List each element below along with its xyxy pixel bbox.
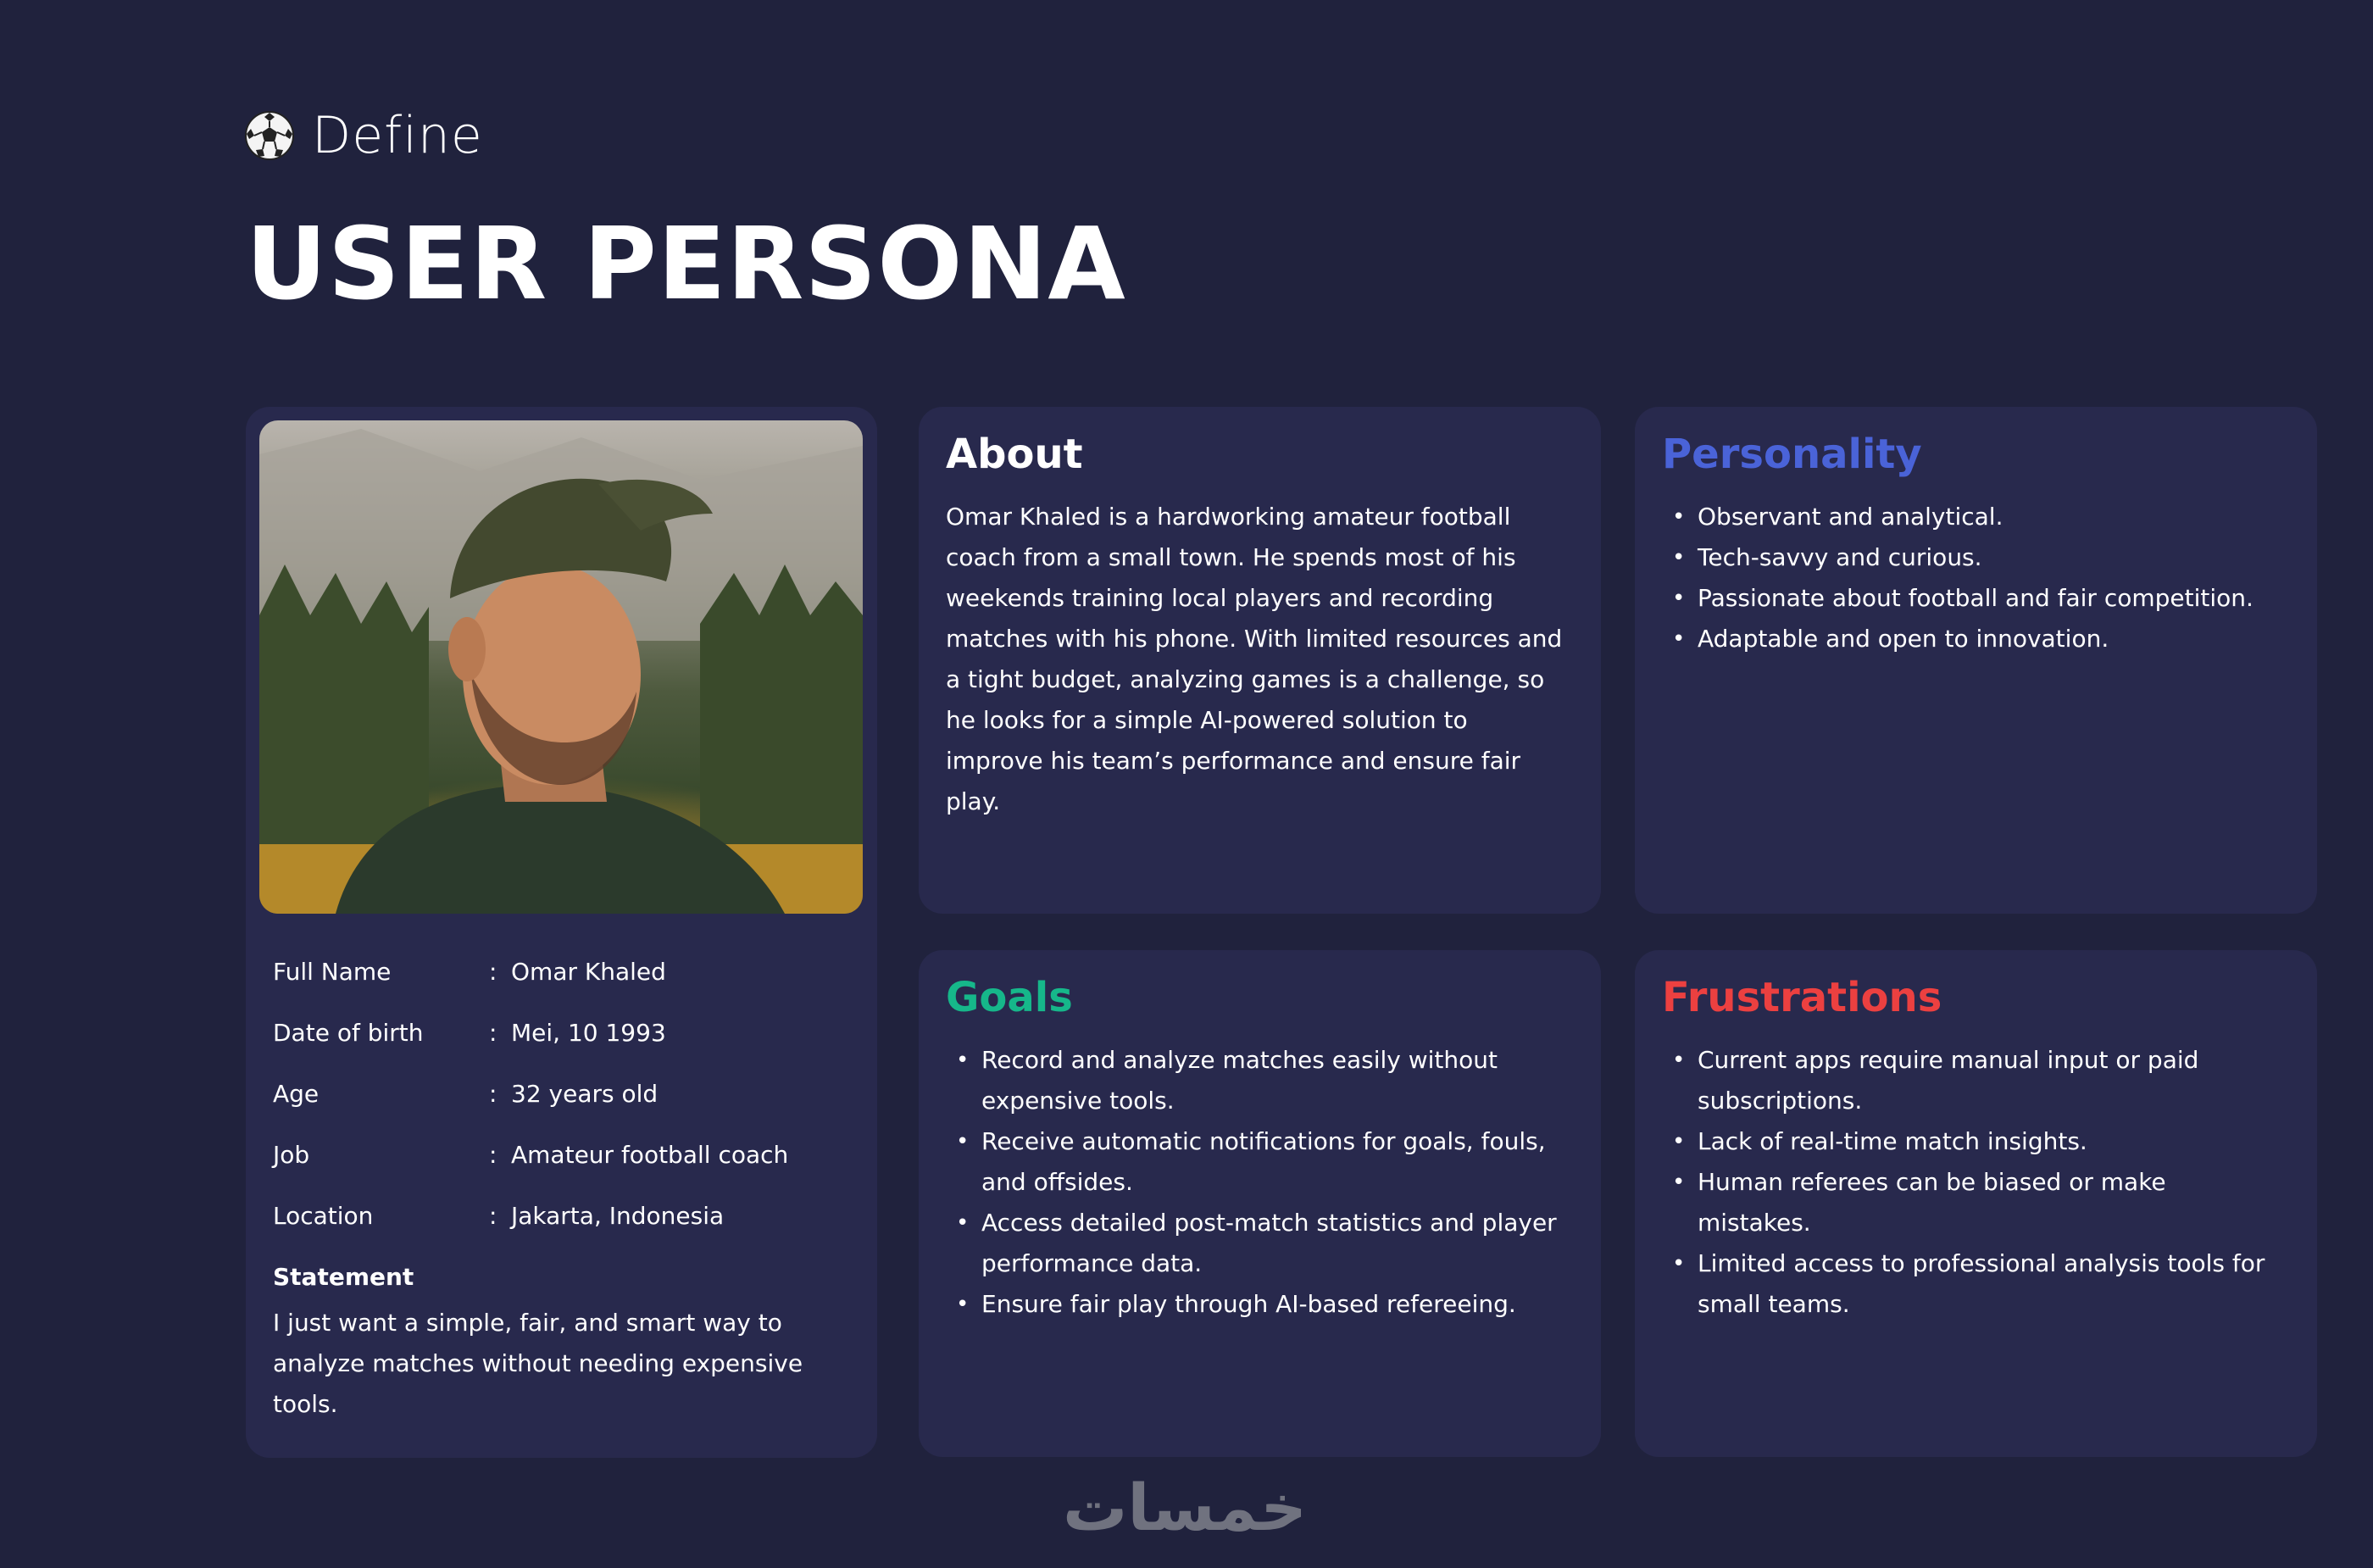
info-row-location bbox=[273, 1185, 849, 1246]
statement-title: Statement bbox=[273, 1263, 414, 1291]
list-item: • Limited access to professional analysis tools for small teams. bbox=[1662, 1243, 2287, 1325]
section-tag bbox=[244, 105, 483, 166]
personality-card bbox=[1635, 407, 2317, 914]
frustrations-card bbox=[1635, 950, 2317, 1457]
frustrations-list bbox=[1662, 1040, 2287, 1325]
list-item: • Human referees can be biased or make mistakes. bbox=[1662, 1162, 2287, 1243]
info-value: Jakarta, Indonesia bbox=[511, 1201, 725, 1230]
info-label: Date of birth bbox=[273, 1018, 424, 1047]
info-row-age bbox=[273, 1063, 849, 1124]
personality-title: Personality bbox=[1662, 431, 1922, 478]
list-item: • Lack of real-time match insights. bbox=[1662, 1121, 2287, 1162]
info-colon: : bbox=[489, 957, 497, 986]
soccer-ball-icon bbox=[244, 110, 295, 161]
section-label: Define bbox=[312, 106, 483, 165]
info-value: Amateur football coach bbox=[511, 1140, 789, 1169]
about-text: Omar Khaled is a hardworking amateur football coach from a small town. He spends most of his weekends training local players and recording matches with his phone. With limited resources and a tight budget, analyzing games is a challenge, so he looks for a simple AI-powered solution to improve his team’s performance and ensure fair play. bbox=[946, 503, 1563, 815]
list-item: • Passionate about football and fair competition. bbox=[1662, 578, 2287, 619]
goals-card bbox=[919, 950, 1601, 1457]
goals-title: Goals bbox=[946, 974, 1073, 1021]
watermark-text: خمسات bbox=[1063, 1469, 1307, 1545]
info-label: Full Name bbox=[273, 957, 392, 986]
info-row-date-of-birth bbox=[273, 1002, 849, 1063]
about-title: About bbox=[946, 431, 1083, 478]
about-card bbox=[919, 407, 1601, 914]
portrait-image bbox=[259, 420, 863, 914]
list-item: • Ensure fair play through AI-based refereeing. bbox=[946, 1284, 1570, 1325]
profile-card bbox=[246, 407, 877, 1458]
info-label: Location bbox=[273, 1201, 374, 1230]
info-colon: : bbox=[489, 1140, 497, 1169]
list-item: • Access detailed post-match statistics and player performance data. bbox=[946, 1203, 1570, 1284]
list-item: • Adaptable and open to innovation. bbox=[1662, 619, 2287, 659]
goals-list bbox=[946, 1040, 1570, 1325]
profile-photo bbox=[259, 420, 863, 914]
watermark-logo bbox=[1041, 1469, 1329, 1545]
list-item: • Receive automatic notifications for goals, fouls, and offsides. bbox=[946, 1121, 1570, 1203]
statement-text: I just want a simple, fair, and smart way to analyze matches without needing expensive tools. bbox=[273, 1309, 803, 1418]
profile-info-table bbox=[273, 941, 849, 1246]
personality-list bbox=[1662, 497, 2287, 659]
info-value: 32 years old bbox=[511, 1079, 659, 1108]
info-label: Job bbox=[273, 1140, 310, 1169]
list-item: • Record and analyze matches easily without expensive tools. bbox=[946, 1040, 1570, 1121]
list-item: • Tech-savvy and curious. bbox=[1662, 537, 2287, 578]
page-title: USER PERSONA bbox=[246, 205, 1126, 322]
info-value: Mei, 10 1993 bbox=[511, 1018, 666, 1047]
info-colon: : bbox=[489, 1018, 497, 1047]
list-item: • Current apps require manual input or paid subscriptions. bbox=[1662, 1040, 2287, 1121]
info-row-job bbox=[273, 1124, 849, 1185]
info-colon: : bbox=[489, 1201, 497, 1230]
info-value: Omar Khaled bbox=[511, 957, 666, 986]
list-item: • Observant and analytical. bbox=[1662, 497, 2287, 537]
info-row-full-name bbox=[273, 941, 849, 1002]
statement-block bbox=[273, 1263, 849, 1425]
frustrations-title: Frustrations bbox=[1662, 974, 1942, 1021]
info-colon: : bbox=[489, 1079, 497, 1108]
info-label: Age bbox=[273, 1079, 320, 1108]
